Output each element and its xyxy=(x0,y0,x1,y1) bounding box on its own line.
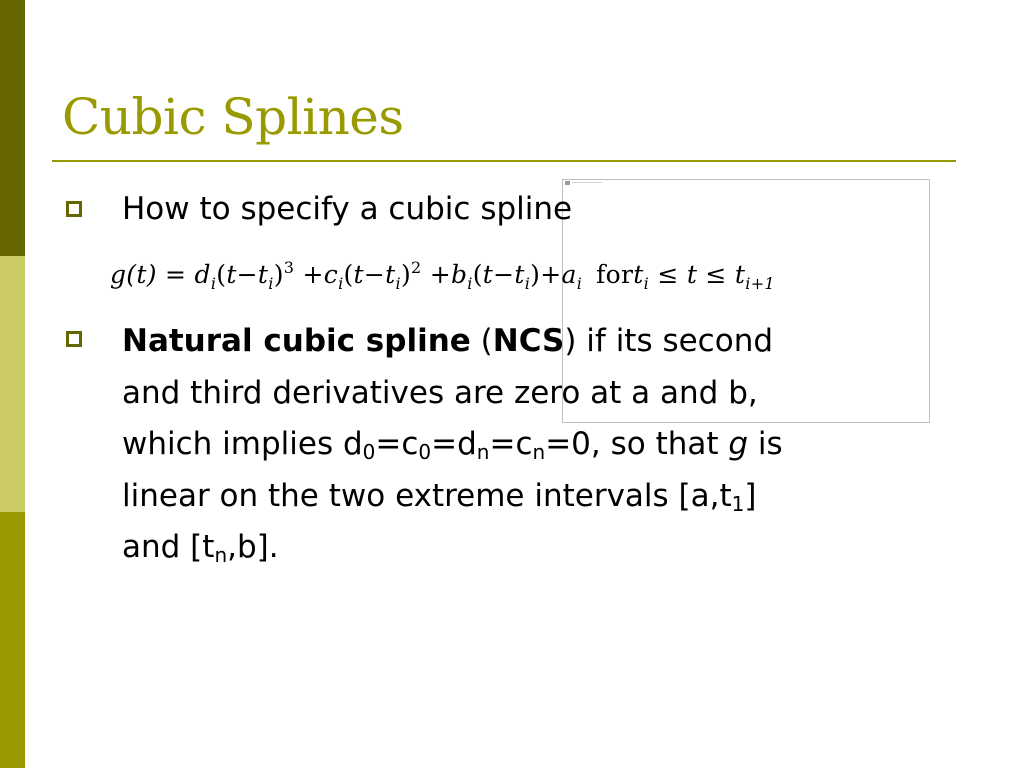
formula-sub-i: i xyxy=(576,274,583,293)
formula-paren: ) xyxy=(273,260,284,289)
ncs-line-5 xyxy=(122,522,922,574)
sidebar-light-segment xyxy=(0,256,25,512)
bullet-square-icon xyxy=(66,331,82,347)
formula-sub-i-plus-1: i+1 xyxy=(745,274,775,293)
formula-t: t xyxy=(633,260,644,289)
embedded-object-icon xyxy=(565,181,570,185)
sidebar-dark-segment xyxy=(0,0,25,256)
ncs-sub: n xyxy=(476,440,490,464)
formula-paren: ) xyxy=(530,260,541,289)
formula-sub-i: i xyxy=(338,274,344,293)
ncs-line-3-start: which implies d xyxy=(122,426,363,462)
bullet-square-icon xyxy=(66,201,82,217)
ncs-sub: 1 xyxy=(731,491,745,516)
ncs-line-1-rest: ) if its second xyxy=(564,323,774,359)
slide-title: Cubic Splines xyxy=(62,88,404,146)
formula-for-word: for xyxy=(596,260,634,289)
ncs-line-3-mid: =c xyxy=(489,426,533,462)
ncs-line-4-start: linear on the two extreme intervals [a,t xyxy=(122,477,732,514)
formula-plus: + xyxy=(429,260,451,289)
ncs-open-paren: ( xyxy=(470,323,493,359)
formula-power: 2 xyxy=(411,258,422,277)
formula-t: t xyxy=(734,260,746,289)
formula-sub-i: i xyxy=(467,274,473,293)
formula-plus: + xyxy=(302,260,324,289)
formula-t: t xyxy=(482,260,494,289)
formula-power: 3 xyxy=(283,258,295,277)
ncs-line-3-mid: =0, so that xyxy=(545,426,729,462)
ncs-line-2: and third derivatives are zero at a and b, xyxy=(122,374,758,411)
ncs-line-3-mid: =d xyxy=(431,426,477,462)
ncs-line-3-end: is xyxy=(748,426,783,462)
formula-leq: ≤ xyxy=(705,260,727,289)
formula-t: t xyxy=(257,260,269,289)
bullet-text-ncs xyxy=(122,316,922,574)
ncs-sub: 0 xyxy=(362,440,376,464)
ncs-line-4 xyxy=(122,471,922,523)
formula-minus: − xyxy=(493,260,515,289)
bullet-text-specify: How to specify a cubic spline xyxy=(122,191,573,227)
ncs-g: g xyxy=(728,426,749,462)
formula-t: t xyxy=(686,260,698,289)
formula-sub-i: i xyxy=(643,274,650,293)
ncs-abbr: NCS xyxy=(492,323,565,359)
formula-paren: ( xyxy=(472,260,483,289)
ncs-sub: n xyxy=(214,543,228,567)
formula-paren: ) xyxy=(400,260,411,289)
ncs-line-4-end: ] xyxy=(744,477,757,514)
formula-t: t xyxy=(385,260,396,289)
title-divider xyxy=(52,160,956,162)
formula-leq: ≤ xyxy=(657,260,679,289)
ncs-line-5-end: ,b]. xyxy=(227,529,279,565)
sidebar-mid-segment xyxy=(0,512,25,768)
formula-b: b xyxy=(450,260,468,289)
spline-formula xyxy=(110,254,775,296)
ncs-term: Natural cubic spline xyxy=(122,323,471,359)
formula-paren: ( xyxy=(343,260,354,289)
formula-d: d xyxy=(194,260,211,289)
formula-sub-i: i xyxy=(395,274,401,293)
formula-plus: + xyxy=(540,260,562,289)
formula-c: c xyxy=(323,260,339,289)
formula-lhs: g(t) xyxy=(110,260,157,289)
formula-minus: − xyxy=(363,260,386,289)
formula-equals: = xyxy=(165,260,187,289)
formula-t: t xyxy=(514,260,525,289)
formula-t: t xyxy=(353,260,364,289)
ncs-sub: n xyxy=(532,440,546,464)
formula-sub-i: i xyxy=(524,274,531,293)
embedded-object-caption xyxy=(572,182,602,183)
ncs-line-1 xyxy=(122,316,922,368)
formula-sub-i: i xyxy=(210,274,217,293)
ncs-line-3-mid: =c xyxy=(375,426,419,462)
formula-paren: ( xyxy=(216,260,227,289)
formula-a: a xyxy=(561,260,577,289)
formula-t: t xyxy=(226,260,237,289)
ncs-sub: 0 xyxy=(418,440,432,464)
ncs-line-3 xyxy=(122,419,922,471)
ncs-line-5-start: and [t xyxy=(122,529,215,565)
formula-minus: − xyxy=(236,260,258,289)
formula-sub-i: i xyxy=(268,274,274,293)
